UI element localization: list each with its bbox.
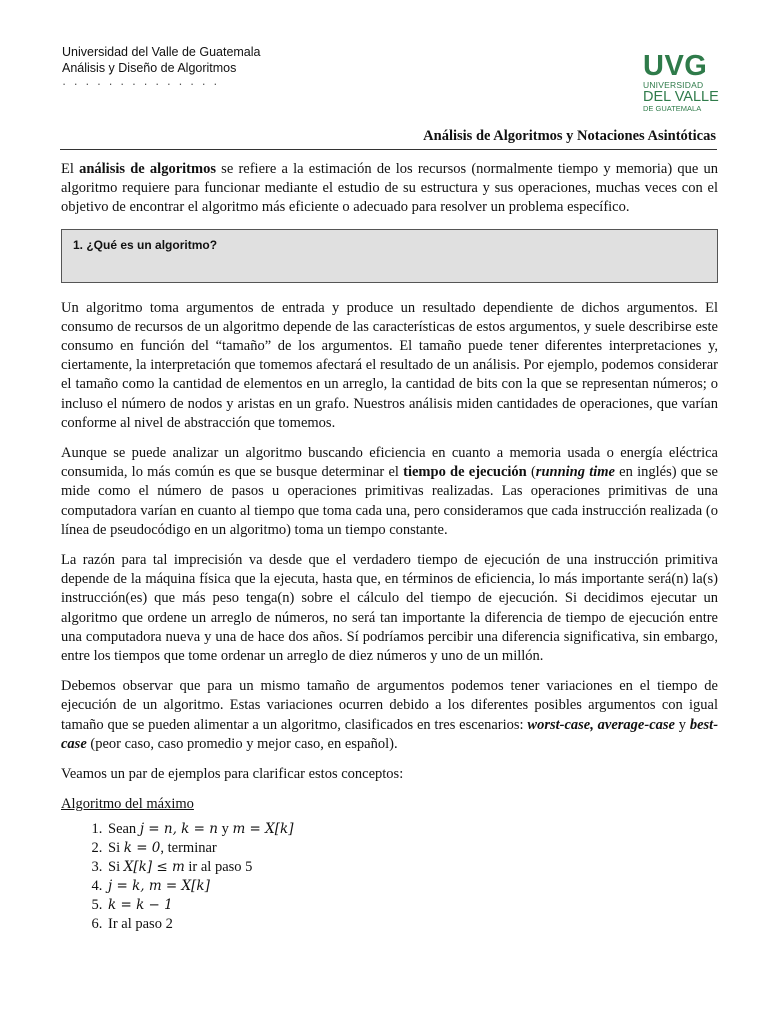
algorithm-step: 3. Si X[k] ≤ m ir al paso 5 [106,858,718,877]
paragraph-2: Aunque se puede analizar un algoritmo buscando eficiencia en cuanto a memoria usada o energía eléctrica consumida, lo más común es que se busque determinar el tiempo de ejecución (running time en inglés) que se mide como el número de pasos u operaciones primitivas realizadas. Las operaciones primitivas de una computadora varían en cuanto al tiempo que toma cada una, pero consideramos que cada instrucción realizada (o línea de pseudocódigo en un algoritmo) toma un tiempo constante. [61,445,718,538]
paragraph-4: Debemos observar que para un mismo tamaño de argumentos podemos tener variaciones en el tiempo de ejecución de un algoritmo. Estas variaciones ocurren debido a los diferentes posibles argumentos con igual tamaño que se pueden alimentar a un algoritmo, clasificados en tres escenarios: worst-case, average-case y best-case (peor caso, caso promedio y mejor caso, en español). [61,678,719,752]
paragraph-3: La razón para tal imprecisión va desde que el verdadero tiempo de ejecución de una instrucción primitiva depende de la máquina física que la ejecuta, hasta que, en términos de eficiencia, lo más importante será(n) la(s) instrucción(es) que más peso tenga(n) sobre el cálculo del tiempo de ejecución. Si decidimos ejecutar un algoritmo que ordene un arreglo de números, no será tan importante la diferencia de tiempo de ejecución entre una computadora nueva y una de hace dos años. Sí podríamos percibir una diferencia significativa, sin embargo, entre los tiempos que tome ordenar un arreglo de diez números y uno de un millón. [61,552,718,665]
algorithm-steps [61,820,718,934]
logo-acronym: UVG [643,50,708,82]
case-terms: worst-case, average-case [527,716,675,733]
paragraph-1: Un algoritmo toma argumentos de entrada y produce un resultado dependiente de dichos argumentos. El consumo de recursos de un algoritmo depende de las características de estos argumentos, y suele describirse este consumo en función del “tamaño” de los argumentos. El tamaño puede tener diferentes interpretaciones y, ciertamente, la interpretación que tomemos afectará el resultado de un análisis. Por ejemplo, podemos considerar el tamaño como la cantidad de elementos en un arreglo, la cantidad de bits con la que se representan números; o incluso el número de nodos y aristas en un grafo. Nuestros análisis miden cantidades de operaciones, que varían conforme al nivel de abstracción que tomemos. [61,299,718,431]
running-time-italic: running time [535,464,615,481]
document-body [61,160,718,934]
document-header [62,44,261,91]
intro-bold-term: análisis de algoritmos [79,161,216,177]
best-case-term: best-case [61,716,719,752]
algorithm-title: Algoritmo del máximo [61,796,194,813]
university-name: Universidad del Valle de Guatemala [62,45,261,59]
algorithm-step: 5. k = k − 1 [106,896,718,915]
logo-line-3: DE GUATEMALA [643,104,702,113]
question-box: 1. ¿Qué es un algoritmo? [61,229,718,283]
logo-line-1: UNIVERSIDAD [643,80,704,90]
logo-line-2: DEL VALLE [643,89,719,105]
course-name: Análisis y Diseño de Algoritmos [62,61,237,75]
bold-running-time-term: tiempo de ejecución [403,464,527,481]
algorithm-step: 1. Sean j = n, k = n y m = X[k] [106,820,718,839]
algorithm-step: 4. j = k, m = X[k] [106,877,718,896]
document-title: Análisis de Algoritmos y Notaciones Asintóticas [423,128,716,144]
truncated-header-line: · · · · · · · · · · · · · · [62,77,220,91]
uvg-logo [643,52,723,113]
algorithm-step: 6. Ir al paso 2 [106,915,718,934]
paragraph-5: Veamos un par de ejemplos para clarificar estos conceptos: [61,766,404,783]
header-divider [60,149,717,150]
intro-paragraph: El análisis de algoritmos se refiere a la estimación de los recursos (normalmente tiempo y memoria) que un algoritmo requiere para funcionar mediante el estudio de su estructura y sus operaciones, muchas veces con el objetivo de encontrar el algoritmo más eficiente o adecuado para resolver un problema específico. [61,161,719,216]
algorithm-step: 2. Si k = 0, terminar [106,839,718,858]
